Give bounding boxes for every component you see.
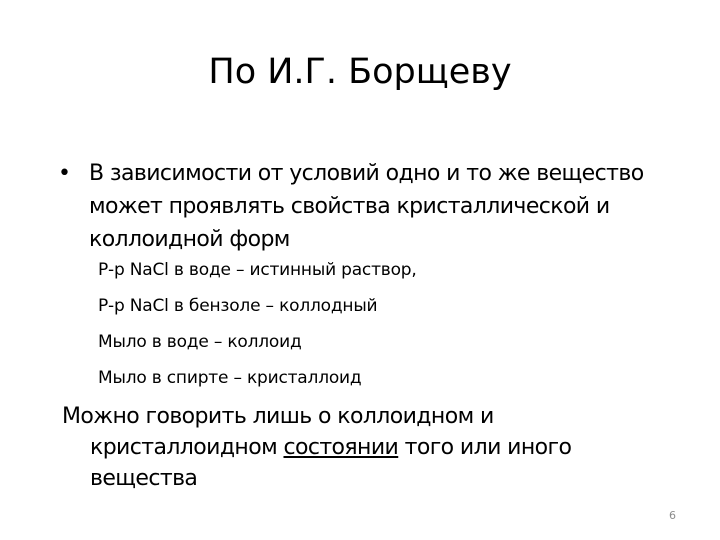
example-list: [98, 260, 678, 404]
conclusion-text-before: кристаллоидном: [90, 435, 284, 460]
conclusion-line-1: Можно говорить лишь о коллоидном и: [62, 404, 494, 429]
slide-title: По И.Г. Борщеву: [208, 52, 512, 92]
example-item: Р-р NaCl в бензоле – коллодный: [98, 296, 378, 316]
example-item: Мыло в воде – коллоид: [98, 332, 302, 352]
bullet-text: В зависимости от условий одно и то же вещество может проявлять свойства кристаллической и коллоидной форм: [89, 161, 644, 252]
conclusion-line-3: вещества: [90, 466, 198, 491]
conclusion-text-after: того или иного: [398, 435, 572, 460]
example-item: Р-р NaCl в воде – истинный раствор,: [98, 260, 417, 280]
page-number: 6: [669, 509, 676, 522]
bullet-marker: •: [58, 161, 71, 186]
example-item: Мыло в спирте – кристаллоид: [98, 368, 362, 388]
main-bullet: [58, 157, 698, 256]
conclusion-paragraph: [62, 401, 662, 494]
conclusion-line-2: [62, 432, 662, 463]
underlined-term: состоянии: [283, 435, 399, 460]
